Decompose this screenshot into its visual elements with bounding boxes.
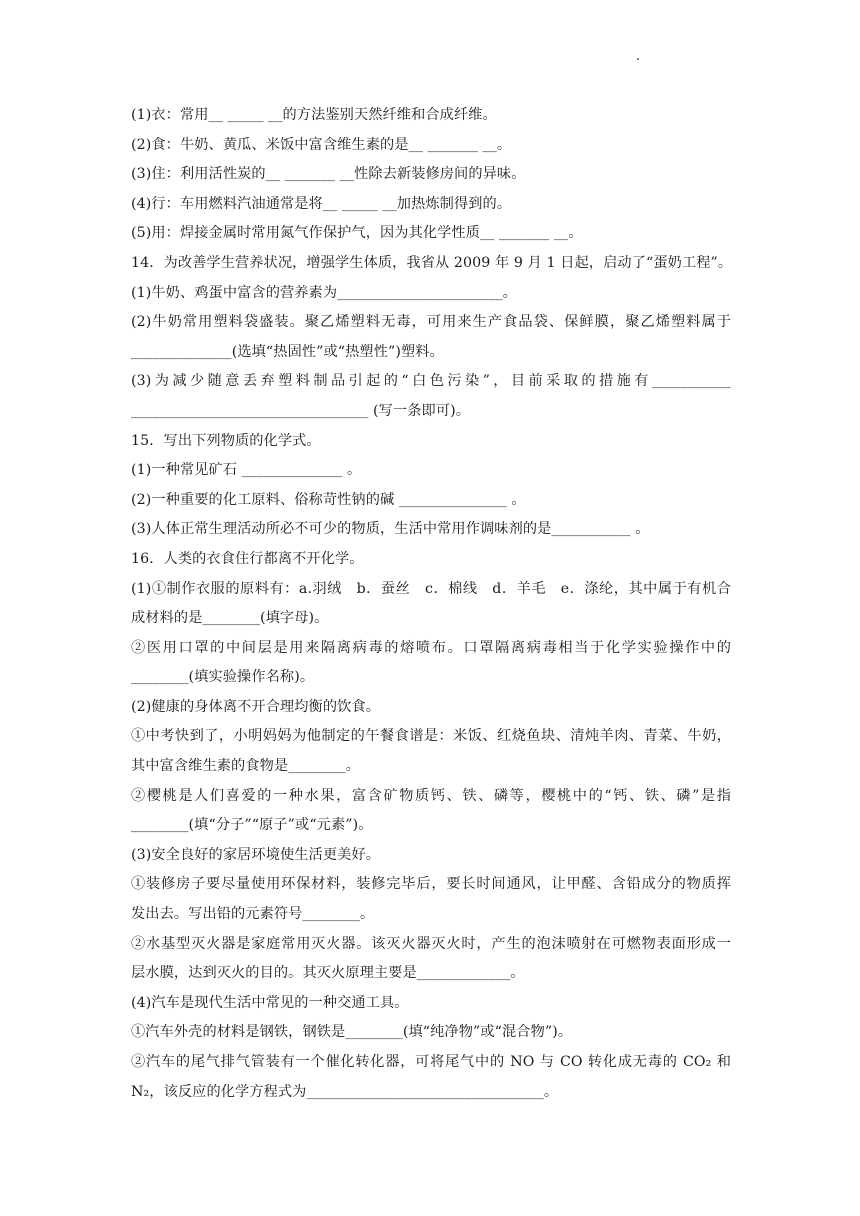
text-line: ①汽车外壳的材料是钢铁，钢铁是________(填“纯净物”或“混合物”)。 bbox=[131, 1024, 573, 1041]
text-line: ________(填实验操作名称)。 bbox=[131, 669, 315, 686]
text-line: 成材料的是________(填字母)。 bbox=[131, 610, 329, 627]
text-line: ①装修房子要尽量使用环保材料，装修完毕后，要长时间通风，让甲醛、含铅成分的物质挥 bbox=[131, 876, 731, 893]
text-line: (1)衣：常用__ _____ __的方法鉴别天然纤维和合成纤维。 bbox=[131, 107, 497, 123]
text-line: ②医用口罩的中间层是用来隔离病毒的熔喷布。口罩隔离病毒相当于化学实验操作中的 bbox=[131, 639, 731, 656]
text-line: (4)行：车用燃料汽油通常是将__ _____ __加热炼制得到的。 bbox=[131, 195, 512, 212]
question-16-title: 16．人类的衣食住行都离不开化学。 bbox=[131, 550, 364, 567]
text-line: (4)汽车是现代生活中常见的一种交通工具。 bbox=[131, 994, 409, 1011]
text-line: (2)食：牛奶、黄瓜、米饭中富含维生素的是__ _______ __。 bbox=[131, 136, 512, 153]
text-line: _________________________________ (写一条即可)。 bbox=[131, 402, 470, 419]
text-line: 其中富含维生素的食物是________。 bbox=[131, 758, 361, 775]
text-line: ②汽车的尾气排气管装有一个催化转化器，可将尾气中的 NO 与 CO 转化成无毒的 CO₂ 和 bbox=[131, 1054, 731, 1070]
text-line: 层水膜，达到灭火的目的。其灭火原理主要是_____________。 bbox=[131, 965, 525, 982]
text-line: (1)牛奶、鸡蛋中富含的营养素为_______________________。 bbox=[131, 284, 517, 301]
text-line: (1)一种常见矿石 ______________ 。 bbox=[131, 462, 362, 479]
text-line: ________(填“分子”“原子”或“元素”)。 bbox=[131, 817, 373, 834]
text-line: ______________(选填“热固性”或“热塑性”)塑料。 bbox=[131, 343, 444, 360]
text-line: ②樱桃是人们喜爱的一种水果，富含矿物质钙、铁、磷等，樱桃中的“钙、铁、磷”是指 bbox=[131, 787, 731, 804]
page-marker-dot bbox=[637, 58, 639, 60]
text-line: (3)安全良好的家居环境使生活更美好。 bbox=[131, 846, 380, 863]
question-15-title: 15．写出下列物质的化学式。 bbox=[131, 432, 321, 449]
text-line: ①中考快到了，小明妈妈为他制定的午餐食谱是：米饭、红烧鱼块、清炖羊肉、青菜、牛奶， bbox=[131, 728, 731, 745]
text-line: (3)为减少随意丢弃塑料制品引起的“白色污染”，目前采取的措施有___________ bbox=[131, 373, 731, 390]
document-body bbox=[131, 101, 731, 1107]
text-line: (1)①制作衣服的原料有：a.羽绒 b．蚕丝 c．棉线 d．羊毛 e．涤纶，其中属于有机合 bbox=[131, 580, 731, 597]
text-line: (2)一种重要的化工原料、俗称苛性钠的碱 _______________ 。 bbox=[131, 491, 526, 508]
text-line: N₂，该反应的化学方程式为_________________________________。 bbox=[131, 1083, 559, 1100]
text-line: ②水基型灭火器是家庭常用灭火器。该灭火器灭火时，产生的泡沫喷射在可燃物表面形成一 bbox=[131, 935, 731, 952]
text-line: (2)健康的身体离不开合理均衡的饮食。 bbox=[131, 698, 380, 715]
question-14-title: 14．为改善学生营养状况，增强学生体质，我省从 2009 年 9 月 1 日起，启动了“蛋奶工程”。 bbox=[131, 254, 733, 271]
text-line: (2)牛奶常用塑料袋盛装。聚乙烯塑料无毒，可用来生产食品袋、保鲜膜，聚乙烯塑料属于 bbox=[131, 314, 731, 331]
text-line: (5)用：焊接金属时常用氮气作保护气，因为其化学性质__ _______ __。 bbox=[131, 225, 583, 242]
text-line: (3)住：利用活性炭的__ _______ __性除去新装修房间的异味。 bbox=[131, 166, 526, 183]
text-line: (3)人体正常生理活动所必不可少的物质，生活中常用作调味剂的是___________ 。 bbox=[131, 521, 650, 538]
text-line: 发出去。写出铅的元素符号________。 bbox=[131, 906, 375, 923]
